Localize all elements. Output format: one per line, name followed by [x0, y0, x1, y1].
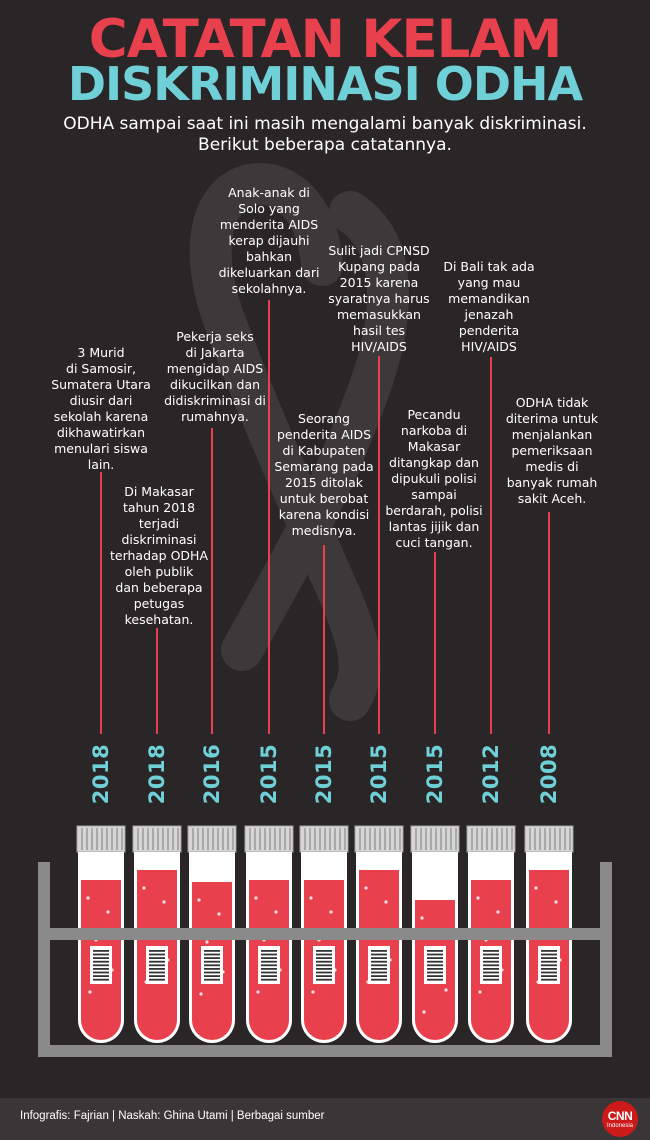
tube-cap: [300, 826, 348, 852]
tube-cap: [411, 826, 459, 852]
barcode-bar: [541, 968, 557, 970]
liquid-bubble: [534, 886, 537, 889]
liquid-bubble: [86, 896, 89, 899]
tube-cap: [245, 826, 293, 852]
note-line: 3 Murid: [77, 345, 125, 360]
barcode-bar: [204, 961, 220, 963]
barcode-bar: [427, 968, 443, 970]
note-line: lantas jijik dan: [388, 519, 480, 534]
cnn-logo: [602, 1101, 638, 1137]
note-line: dikhawatirkan: [56, 425, 146, 440]
barcode-bar: [204, 979, 220, 981]
year-text: 2015: [312, 743, 337, 805]
barcode-bar: [541, 972, 557, 974]
note-line: narkoba di: [400, 423, 468, 438]
note-line: sakit Aceh.: [517, 491, 587, 506]
barcode-bar: [541, 954, 557, 956]
note-line: sampai: [411, 487, 457, 502]
barcode-bar: [316, 975, 332, 977]
note-line: Sumatera Utara: [51, 377, 151, 392]
note-line: HIV/AIDS: [461, 339, 517, 354]
note-line: rumahnya.: [181, 409, 249, 424]
barcode-bar: [149, 950, 165, 952]
barcode-bar: [483, 972, 499, 974]
note-line: mengidap AIDS: [166, 361, 264, 376]
year-text: 2016: [200, 743, 225, 805]
barcode-bar: [204, 954, 220, 956]
liquid-bubble: [217, 912, 220, 915]
barcode-bar: [149, 972, 165, 974]
liquid-bubble: [254, 896, 257, 899]
note-line: menulari siswa: [54, 441, 148, 456]
barcode-bar: [261, 975, 277, 977]
note-line: Sulit jadi CPNSD: [328, 243, 430, 258]
liquid-bubble: [384, 900, 387, 903]
note-line: diskriminasi: [121, 532, 197, 547]
note-line: Pekerja seks: [176, 329, 254, 344]
note-line: medis di: [525, 459, 579, 474]
note-line: sekolah karena: [53, 409, 149, 424]
barcode-bar: [541, 961, 557, 963]
liquid-bubble: [478, 990, 481, 993]
note-line: pemeriksaan: [511, 443, 593, 458]
barcode-bar: [371, 968, 387, 970]
barcode-bar: [93, 979, 109, 981]
liquid-bubble: [162, 900, 165, 903]
subtitle-line-1: ODHA sampai saat ini masih mengalami banyak diskriminasi.: [63, 114, 587, 134]
note-line: berdarah, polisi: [385, 503, 483, 518]
barcode-bar: [541, 950, 557, 952]
liquid-bubble: [106, 910, 109, 913]
barcode-bar: [371, 972, 387, 974]
year-text: 2008: [537, 743, 562, 805]
barcode-bar: [427, 972, 443, 974]
tube-cap: [525, 826, 573, 852]
note-line: Di Makasar: [124, 484, 194, 499]
barcode-bar: [483, 964, 499, 966]
tube-cap: [355, 826, 403, 852]
liquid-bubble: [422, 1010, 425, 1013]
barcode-bar: [261, 964, 277, 966]
note-line: hasil tes: [352, 323, 406, 338]
barcode-bar: [316, 979, 332, 981]
barcode-bar: [261, 950, 277, 952]
barcode-bar: [541, 975, 557, 977]
liquid-bubble: [444, 988, 447, 991]
barcode-bar: [93, 964, 109, 966]
note-line: cuci tangan.: [395, 535, 473, 550]
barcode-bar: [204, 964, 220, 966]
barcode-bar: [261, 972, 277, 974]
tube-cap: [467, 826, 515, 852]
note-line: HIV/AIDS: [351, 339, 407, 354]
note-line: oleh publik: [124, 564, 194, 579]
barcode-bar: [427, 975, 443, 977]
barcode-bar: [204, 957, 220, 959]
barcode-bar: [261, 968, 277, 970]
barcode-bar: [316, 964, 332, 966]
note-line: menderita AIDS: [219, 217, 319, 232]
barcode-bar: [261, 961, 277, 963]
barcode-bar: [149, 979, 165, 981]
barcode-bar: [427, 964, 443, 966]
note-line: syaratnya harus: [328, 291, 430, 306]
note-line: ODHA tidak: [515, 395, 589, 410]
title-line-2: DISKRIMINASI ODHA: [67, 57, 583, 111]
liquid-bubble: [256, 990, 259, 993]
tube-cap: [77, 826, 125, 852]
barcode-bar: [427, 961, 443, 963]
barcode-bar: [93, 961, 109, 963]
barcode-bar: [371, 975, 387, 977]
barcode-bar: [93, 968, 109, 970]
barcode-bar: [204, 975, 220, 977]
barcode-bar: [316, 968, 332, 970]
note-line: diterima untuk: [505, 411, 599, 426]
barcode-bar: [541, 979, 557, 981]
note-line: 2015 karena: [339, 275, 419, 290]
barcode-bar: [483, 968, 499, 970]
barcode-bar: [541, 964, 557, 966]
barcode-bar: [316, 950, 332, 952]
tube-cap: [188, 826, 236, 852]
barcode-bar: [204, 972, 220, 974]
note-line: memasukkan: [337, 307, 421, 322]
note-line: menjalankan: [511, 427, 593, 442]
barcode-bar: [483, 950, 499, 952]
year-text: 2015: [257, 743, 282, 805]
barcode-bar: [204, 968, 220, 970]
logo-text-cnn: CNN: [607, 1109, 633, 1123]
tube-cap: [133, 826, 181, 852]
liquid-bubble: [197, 898, 200, 901]
title-line-1: CATATAN KELAM: [88, 9, 562, 70]
barcode-bar: [371, 961, 387, 963]
barcode-bar: [483, 961, 499, 963]
barcode-bar: [316, 957, 332, 959]
barcode-bar: [541, 957, 557, 959]
note-line: ditangkap dan: [389, 455, 479, 470]
note-line: memandikan: [448, 291, 530, 306]
logo-text-indonesia: Indonesia: [606, 1123, 634, 1129]
note-line: Anak-anak di: [228, 185, 310, 200]
note-line: medisnya.: [291, 523, 357, 538]
barcode-bar: [316, 972, 332, 974]
liquid-bubble: [142, 886, 145, 889]
note-line: kesehatan.: [124, 612, 194, 627]
note-line: dikeluarkan dari: [218, 265, 320, 280]
barcode-bar: [316, 954, 332, 956]
note-line: kerap dijauhi: [228, 233, 310, 248]
footer: [0, 1098, 650, 1140]
note-line: yang mau: [457, 275, 521, 290]
liquid-bubble: [205, 940, 208, 943]
note-line: jenazah: [464, 307, 514, 322]
barcode-bar: [371, 979, 387, 981]
barcode-bar: [371, 950, 387, 952]
barcode-bar: [261, 979, 277, 981]
note-line: sekolahnya.: [231, 281, 307, 296]
year-text: 2015: [367, 743, 392, 805]
note-line: Seorang: [298, 411, 350, 426]
year-text: 2015: [423, 743, 448, 805]
note-line: dikucilkan dan: [169, 377, 261, 392]
note-line: di Jakarta: [185, 345, 245, 360]
credit-text: Infografis: Fajrian | Naskah: Ghina Utami | Berbagai sumber: [20, 1110, 325, 1122]
barcode-bar: [427, 954, 443, 956]
liquid-bubble: [309, 896, 312, 899]
barcode-bar: [483, 957, 499, 959]
note-line: dan beberapa: [115, 580, 203, 595]
year-text: 2012: [479, 743, 504, 805]
liquid-bubble: [554, 900, 557, 903]
barcode-bar: [149, 954, 165, 956]
note-line: tahun 2018: [122, 500, 196, 515]
year-text: 2018: [145, 743, 170, 805]
barcode-bar: [427, 950, 443, 952]
barcode-bar: [149, 968, 165, 970]
note-line: bahkan: [245, 249, 293, 264]
liquid-bubble: [420, 916, 423, 919]
note-line: penderita: [458, 323, 520, 338]
note-line: Di Bali tak ada: [443, 259, 535, 274]
barcode-bar: [483, 954, 499, 956]
note-line: di Kabupaten: [282, 443, 366, 458]
liquid-bubble: [274, 910, 277, 913]
subtitle-line-2: Berikut beberapa catatannya.: [198, 135, 452, 155]
liquid-bubble: [329, 910, 332, 913]
barcode-bar: [149, 964, 165, 966]
liquid-bubble: [199, 992, 202, 995]
rack-leg-right: [600, 862, 612, 1057]
note-line: karena kondisi: [278, 507, 370, 522]
note-line: didiskriminasi di: [164, 393, 266, 408]
barcode-bar: [149, 961, 165, 963]
barcode-bar: [149, 975, 165, 977]
note-line: Solo yang: [238, 201, 300, 216]
barcode-bar: [149, 957, 165, 959]
note-line: untuk berobat: [279, 491, 369, 506]
note-line: 2015 ditolak: [284, 475, 364, 490]
note-line: terhadap ODHA: [109, 548, 208, 563]
barcode-bar: [483, 975, 499, 977]
barcode-bar: [371, 957, 387, 959]
note-line: banyak rumah: [506, 475, 598, 490]
rack-crossbar: [38, 928, 612, 940]
barcode-bar: [427, 957, 443, 959]
barcode-bar: [204, 950, 220, 952]
note-line: Kupang pada: [337, 259, 421, 274]
note-line: di Samosir,: [66, 361, 136, 376]
barcode-bar: [93, 972, 109, 974]
liquid-bubble: [496, 910, 499, 913]
barcode-bar: [93, 975, 109, 977]
note-line: diusir dari: [69, 393, 133, 408]
barcode-bar: [261, 957, 277, 959]
note-line: Makasar: [407, 439, 461, 454]
liquid-bubble: [364, 886, 367, 889]
rack-leg-left: [38, 862, 50, 1057]
note-line: Pecandu: [407, 407, 461, 422]
note-line: lain.: [87, 457, 115, 472]
barcode-bar: [371, 964, 387, 966]
barcode-bar: [93, 957, 109, 959]
note-line: penderita AIDS: [276, 427, 372, 442]
year-text: 2018: [89, 743, 114, 805]
note-line: Semarang pada: [274, 459, 374, 474]
note-line: terjadi: [138, 516, 180, 531]
barcode-bar: [261, 954, 277, 956]
barcode-bar: [316, 961, 332, 963]
rack-base: [38, 1045, 612, 1057]
barcode-bar: [483, 979, 499, 981]
barcode-bar: [371, 954, 387, 956]
barcode-bar: [427, 979, 443, 981]
liquid-bubble: [476, 896, 479, 899]
note-line: petugas: [133, 596, 185, 611]
liquid-bubble: [88, 990, 91, 993]
liquid-bubble: [311, 990, 314, 993]
barcode-bar: [93, 954, 109, 956]
barcode-bar: [93, 950, 109, 952]
note-line: dipukuli polisi: [391, 471, 477, 486]
